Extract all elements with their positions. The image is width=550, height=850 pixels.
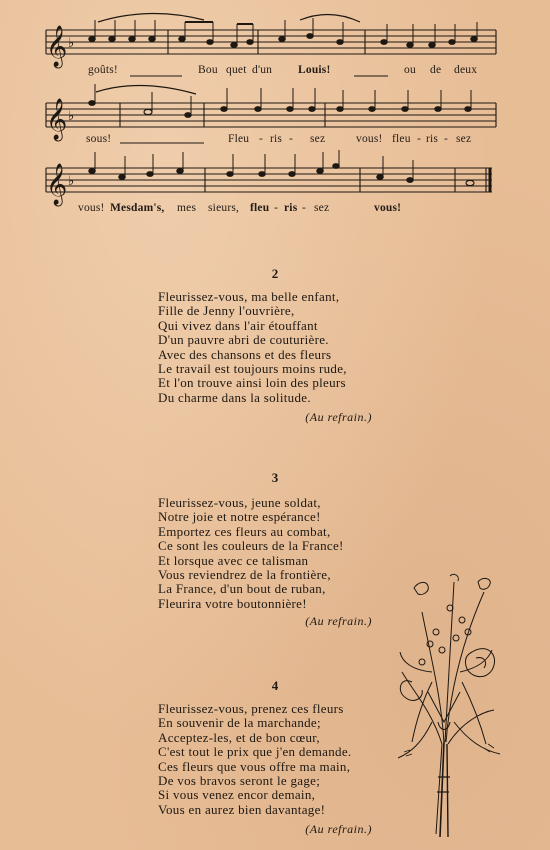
lyric-syllable: ris <box>426 133 439 145</box>
lyric-syllable: - <box>289 133 294 145</box>
verse-line: Qui vivez dans l'air étouffant <box>158 317 318 333</box>
verse-line: Fleurissez-vous, prenez ces fleurs <box>158 701 344 716</box>
stanza-number: 3 <box>271 470 279 485</box>
lyric-syllable: sez <box>456 133 472 145</box>
verse-line: Ces fleurs que vous offre ma main, <box>158 758 351 774</box>
lyric-syllable: goûts! <box>88 64 118 76</box>
verse-line: Si vous venez encor demain, <box>158 787 316 803</box>
verse-line: Notre joie et notre espérance! <box>158 509 321 525</box>
verse-line: En souvenir de la marchande; <box>158 715 321 731</box>
lyric-syllable: de <box>430 64 442 76</box>
refrain-note: (Au refrain.) <box>305 614 372 628</box>
lyric-syllable: vous! <box>374 202 402 214</box>
refrain-note: (Au refrain.) <box>305 822 372 836</box>
lyric-syllable: fleu <box>392 133 411 145</box>
verse-line: Le travail est toujours moins rude, <box>158 361 347 377</box>
lyric-syllable: Fleu <box>228 133 250 145</box>
stanza-number: 4 <box>271 678 279 693</box>
flat-icon: ♭ <box>68 174 75 189</box>
lyric-syllable: quet <box>226 64 247 76</box>
verse-line: Et l'on trouve ainsi loin des pleurs <box>158 375 346 391</box>
lyric-line-2 <box>0 133 550 153</box>
lyric-syllable: deux <box>454 64 478 76</box>
lyric-syllable: sez <box>314 202 330 214</box>
stanza-2-text <box>158 290 458 405</box>
verse-line: Vous reviendrez de la frontière, <box>158 567 331 583</box>
lyric-syllable: ou <box>404 64 416 76</box>
flat-icon: ♭ <box>68 109 75 124</box>
lyric-syllable: - <box>444 133 449 145</box>
lyric-syllable: Mesdam's, <box>110 202 165 214</box>
treble-clef-icon: 𝄞 <box>46 26 68 67</box>
lyric-line-3 <box>0 202 550 222</box>
lyric-extender-lines <box>0 0 550 220</box>
verse-line: Du charme dans la solitude. <box>158 389 311 405</box>
verse-line: Fleurira votre boutonnière! <box>158 595 307 611</box>
flat-icon: ♭ <box>68 36 75 51</box>
lyric-syllable: sous! <box>86 133 112 145</box>
verse-line: C'est tout le prix que j'en demande. <box>158 744 352 760</box>
lyric-syllable: ris <box>284 202 298 214</box>
treble-clef-icon: 𝄞 <box>46 99 68 140</box>
verse-line: De vos bravos seront le gage; <box>158 773 321 789</box>
verse-line: Vous en aurez bien davantage! <box>158 801 326 817</box>
refrain-note: (Au refrain.) <box>305 410 372 424</box>
lyric-syllable: Louis! <box>298 64 331 76</box>
lyric-syllable: fleu <box>250 202 270 214</box>
verse-line: D'un pauvre abri de couturière. <box>158 332 329 348</box>
lyric-syllable: ris <box>270 133 283 145</box>
verse-line: Fleurissez-vous, jeune soldat, <box>158 495 321 510</box>
verse-line: Avec des chansons et des fleurs <box>158 346 332 362</box>
lyric-syllable: sieurs, <box>208 202 240 214</box>
lyric-syllable: - <box>417 133 422 145</box>
verse-line: Et lorsque avec ce talisman <box>158 552 309 568</box>
verse-line: Fleurissez-vous, ma belle enfant, <box>158 289 340 304</box>
lyric-syllable: d'un <box>252 64 273 76</box>
lyric-syllable: mes <box>177 202 197 214</box>
lyric-syllable: - <box>259 133 264 145</box>
verse-line: Fille de Jenny l'ouvrière, <box>158 303 295 319</box>
verse-line: Ce sont les couleurs de la France! <box>158 538 344 554</box>
verse-line: La France, d'un bout de ruban, <box>158 581 326 597</box>
stanza-number: 2 <box>271 266 279 281</box>
lyric-syllable: - <box>274 202 279 214</box>
verse-line: Acceptez-les, et de bon cœur, <box>158 729 320 745</box>
verse-line: Emportez ces fleurs au combat, <box>158 523 331 539</box>
lyric-syllable: Bou <box>198 64 218 76</box>
lyric-syllable: vous! <box>356 133 383 145</box>
lyric-syllable: vous! <box>78 202 105 214</box>
lyric-syllable: - <box>302 202 307 214</box>
treble-clef-icon: 𝄞 <box>46 164 68 205</box>
lyric-syllable: sez <box>310 133 326 145</box>
flower-bouquet-illustration <box>392 572 502 842</box>
